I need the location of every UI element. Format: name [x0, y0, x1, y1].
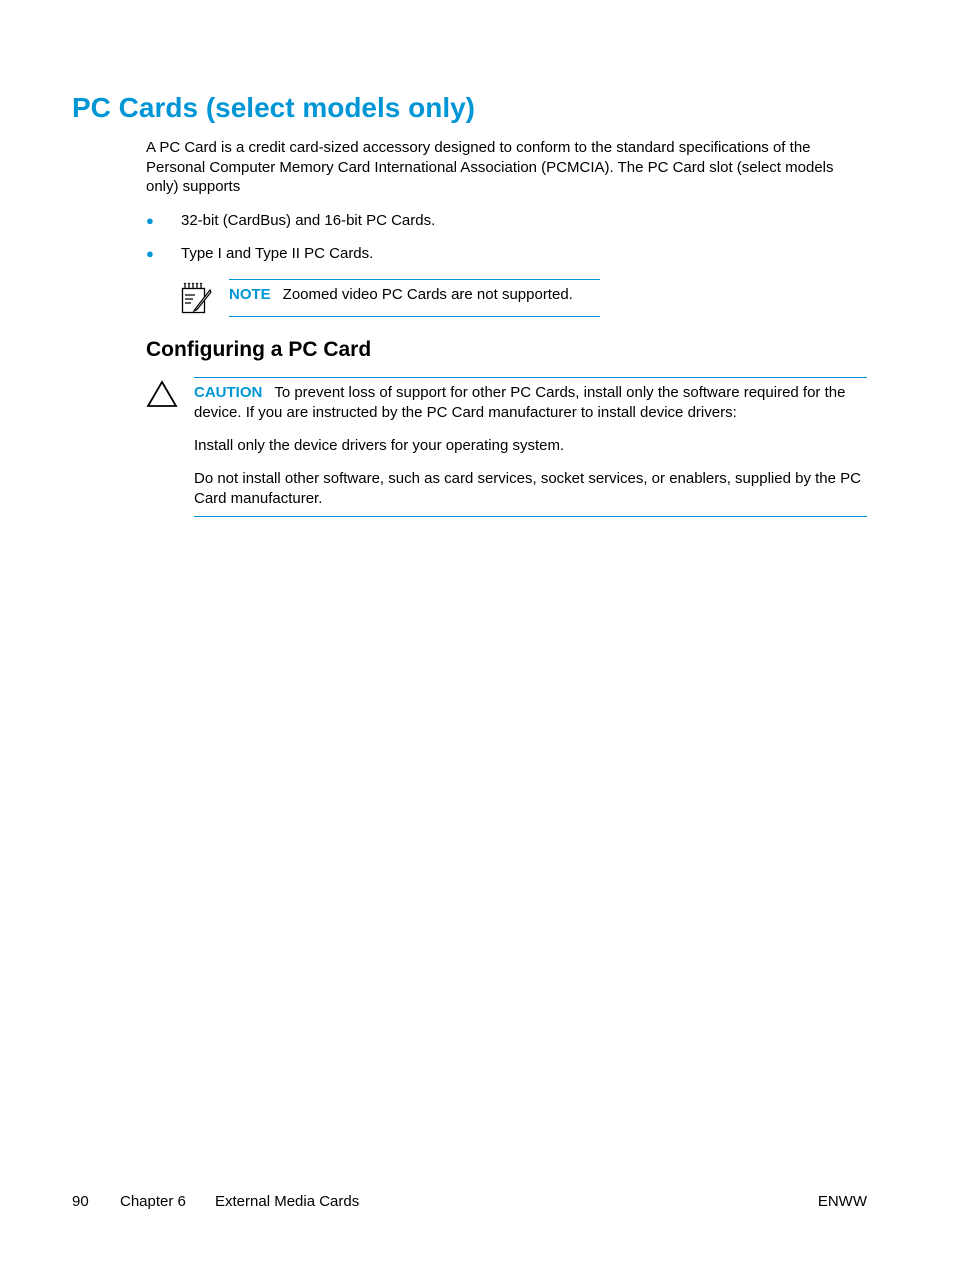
note-box [229, 279, 600, 317]
note-pad-icon [180, 282, 214, 314]
footer-page-number: 90 [72, 1193, 89, 1210]
caution-box [194, 377, 867, 517]
caution-paragraph: Install only the device drivers for your operating system. [194, 437, 565, 454]
bullet-icon: ● [146, 213, 154, 228]
caution-paragraph: Do not install other software, such as card services, socket services, or enablers, supplied by the PC Card manufacturer. [194, 470, 861, 507]
footer-locale: ENWW [817, 1193, 867, 1210]
note-text: Zoomed video PC Cards are not supported. [282, 286, 573, 303]
footer-chapter-title: External Media Cards [215, 1193, 360, 1210]
page-title: PC Cards (select models only) [72, 92, 476, 123]
list-item-text: 32-bit (CardBus) and 16-bit PC Cards. [181, 212, 436, 229]
caution-label: CAUTION [194, 384, 263, 401]
bullet-icon: ● [146, 246, 154, 261]
intro-paragraph: A PC Card is a credit card-sized accessory designed to conform to the standard specifications of the Personal Computer Memory Card International Association (PCMCIA). The PC Card slot (select models only) supports [146, 139, 834, 195]
note-label: NOTE [229, 286, 271, 303]
warning-triangle-icon [146, 380, 178, 408]
section-heading: Configuring a PC Card [146, 338, 372, 361]
caution-paragraph [194, 383, 867, 422]
caution-text: To prevent loss of support for other PC Cards, install only the software required for the device. If you are instructed by the PC Card manufacturer to install device drivers: [194, 384, 846, 421]
note-line [229, 285, 573, 304]
footer-chapter: Chapter 6 [120, 1193, 186, 1210]
list-item-text: Type I and Type II PC Cards. [181, 245, 374, 262]
